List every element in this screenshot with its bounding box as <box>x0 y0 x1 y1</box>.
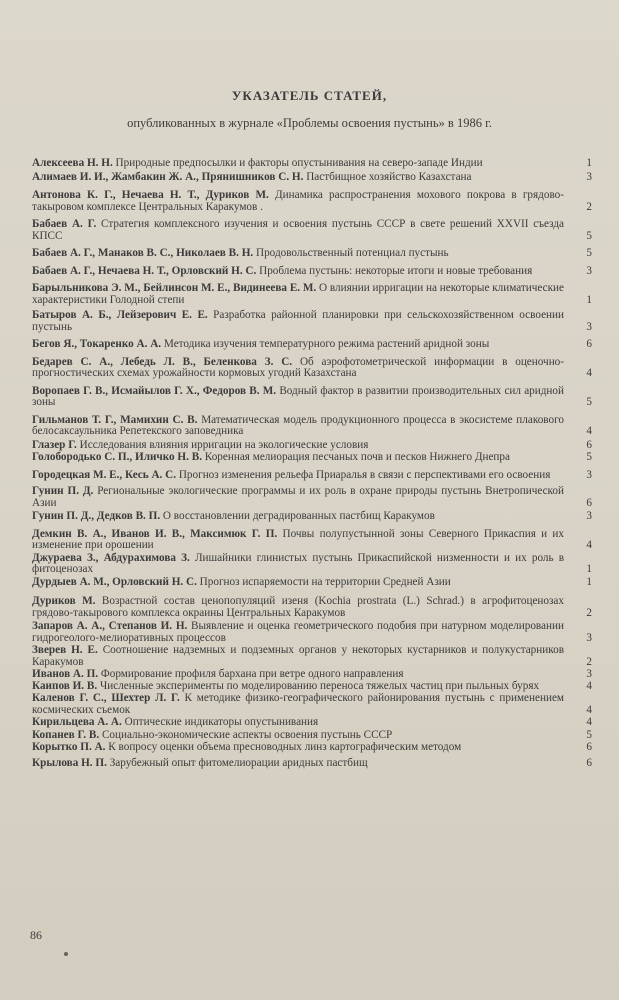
entry-article-title: Природные предпосылки и факторы опустынивания на северо-западе Индии <box>115 157 483 169</box>
index-entry <box>32 577 592 589</box>
entry-authors: Бегов Я., Токаренко А. А. <box>32 338 162 350</box>
entry-text <box>32 693 564 716</box>
entry-authors: Каленов Г. С., Шехтер Л. Г. <box>32 692 180 704</box>
entry-issue-number: 1 <box>586 575 592 588</box>
article-index-list <box>32 158 592 769</box>
ink-spot <box>64 952 68 956</box>
index-entry <box>32 452 592 464</box>
entry-issue-number: 6 <box>586 338 592 350</box>
index-entry <box>32 415 592 438</box>
index-entry <box>32 219 592 242</box>
index-entry <box>32 440 592 452</box>
index-entry <box>32 681 592 693</box>
entry-text <box>32 681 564 693</box>
entry-article-title: Возрастной состав ценопопуляций изеня (Kochia prostrata (L.) Schrad.) в агрофитоценозах грядово-такырового комплекса окраины Центральных Каракумов <box>32 595 564 619</box>
entry-authors: Кирильцева А. А. <box>32 716 122 728</box>
entry-authors: Крылова Н. П. <box>32 756 107 769</box>
entry-article-title: Коренная мелиорация песчаных почв и песков Нижнего Днепра <box>204 451 510 463</box>
entry-article-title: Оптические индикаторы опустынивания <box>124 716 319 728</box>
index-entry <box>32 470 592 482</box>
entry-article-title: Региональные экологические программы и их роль в охране природы пустынь Внетропической Азии <box>32 485 564 509</box>
entry-authors: Каипов И. В. <box>32 679 98 692</box>
entry-issue-number: 2 <box>586 606 592 619</box>
index-entry <box>32 645 592 668</box>
entry-authors: Зверев Н. Е. <box>32 644 98 656</box>
entry-text <box>32 172 564 184</box>
entry-authors: Бедарев С. А., Лебедь Л. В., Беленкова З. С. <box>32 355 293 368</box>
entry-article-title: Стратегия комплексного изучения и освоения пустынь СССР в свете решений XXVII съезда КПСС <box>32 218 564 242</box>
entry-issue-number: 4 <box>586 716 592 728</box>
entry-article-title: Социально-экономические аспекты освоения пустынь СССР <box>101 728 393 741</box>
index-entry <box>32 266 592 278</box>
index-entry <box>32 758 592 770</box>
entry-text <box>32 486 564 509</box>
entry-authors: Бабаев А. Г., Нечаева Н. Т., Орловский Н. С. <box>32 264 257 277</box>
entry-issue-number: 1 <box>586 563 592 575</box>
index-entry <box>32 553 592 576</box>
entry-authors: Барыльникова Э. М., Бейлинсон М. Е., Видинеева Е. М. <box>32 282 317 294</box>
entry-text <box>32 310 564 333</box>
entry-issue-number: 6 <box>586 741 592 753</box>
entry-article-title: Выявление и оценка геометрического подобия при натурном моделировании гидрогеолого-мелиоративных процессов <box>32 620 564 644</box>
entry-text <box>32 219 564 242</box>
entry-text <box>32 440 564 452</box>
entry-authors: Иванов А. П. <box>32 668 99 680</box>
entry-issue-number: 3 <box>586 631 592 644</box>
entry-authors: Джураева З., Абдурахимова З. <box>32 551 190 564</box>
entry-article-title: К вопросу оценки объема пресноводных линз картографическим методом <box>108 741 462 753</box>
entry-article-title: Математическая модель продукционного процесса в экосистеме плакового белосаксаульника Репетекского заповедника <box>32 413 564 437</box>
entry-authors: Копанев Г. В. <box>32 728 100 741</box>
index-entry <box>32 742 592 754</box>
entry-article-title: О восстановлении деградированных пастбищ Каракумов <box>162 510 435 522</box>
entry-issue-number: 4 <box>586 679 592 692</box>
entry-authors: Гунин П. Д., Дедков В. П. <box>32 510 161 522</box>
entry-article-title: Численные эксперименты по моделированию переноса тяжелых частиц при пыльных бурях <box>99 679 540 692</box>
index-entry <box>32 190 592 213</box>
entry-article-title: Лишайники глинистых пустынь Прикаспийской низменности и их роль в фитоценозах <box>32 551 564 575</box>
entry-text <box>32 577 564 589</box>
entry-issue-number: 3 <box>586 668 592 680</box>
index-entry <box>32 717 592 729</box>
entry-text <box>32 730 564 742</box>
entry-issue-number: 6 <box>586 496 592 509</box>
entry-text <box>32 742 564 754</box>
index-entry <box>32 511 592 523</box>
entry-authors: Гильманов Т. Г., Мамихин С. В. <box>32 413 198 426</box>
entry-article-title: Зарубежный опыт фитомелиорации аридных пастбищ <box>109 756 368 769</box>
page-number: 86 <box>30 928 42 942</box>
entry-article-title: Соотношение надземных и подземных органов у некоторых кустарников и полукустарников Каракумов <box>32 644 564 668</box>
entry-authors: Голобородько С. П., Иличко Н. В. <box>32 451 202 463</box>
entry-issue-number: 6 <box>586 438 592 451</box>
index-entry <box>32 283 592 306</box>
entry-text <box>32 452 564 464</box>
entry-authors: Корытко П. А. <box>32 741 106 753</box>
entry-issue-number: 3 <box>586 264 592 277</box>
index-entry <box>32 596 592 619</box>
entry-issue-number: 5 <box>586 247 592 259</box>
entry-issue-number: 3 <box>586 510 592 522</box>
index-entry <box>32 386 592 409</box>
index-entry <box>32 310 592 333</box>
index-entry <box>32 172 592 184</box>
entry-text <box>32 357 564 380</box>
entry-article-title: Водный фактор в развитии производительных сил аридной зоны <box>32 384 564 408</box>
entry-authors: Демкин В. А., Иванов И. В., Максимюк Г. П. <box>32 527 278 540</box>
entry-issue-number: 5 <box>586 229 592 242</box>
entry-text <box>32 283 564 306</box>
entry-authors: Батыров А. Б., Лейзерович Е. Е. <box>32 309 208 321</box>
entry-issue-number: 4 <box>586 703 592 716</box>
entry-article-title: Об аэрофотометрической информации в оценочно-прогностических схемах урожайности кормовых угодий Казахстана <box>32 355 564 379</box>
entry-text <box>32 553 564 576</box>
index-entry <box>32 486 592 509</box>
entry-text <box>32 266 564 278</box>
entry-authors: Дуриков М. <box>32 595 96 607</box>
entry-text <box>32 470 564 482</box>
entry-issue-number: 1 <box>586 293 592 306</box>
entry-authors: Глазер Г. <box>32 438 77 451</box>
entry-issue-number: 3 <box>586 468 592 481</box>
entry-authors: Гунин П. Д. <box>32 485 94 497</box>
entry-authors: Бабаев А. Г., Манаков В. С., Николаев В. Н. <box>32 247 254 259</box>
entry-issue-number: 5 <box>586 451 592 463</box>
entry-authors: Алексеева Н. Н. <box>32 157 113 169</box>
entry-authors: Бабаев А. Г. <box>32 218 97 230</box>
entry-issue-number: 2 <box>586 655 592 668</box>
entry-authors: Алимаев И. И., Жамбакин Ж. А., Прянишников С. Н. <box>32 170 304 183</box>
entry-issue-number: 4 <box>586 367 592 379</box>
entry-article-title: Прогноз испаряемости на территории Средней Азии <box>199 575 451 588</box>
entry-text <box>32 386 564 409</box>
page-subtitle: опубликованных в журнале «Проблемы освоения пустынь» в 1986 г. <box>127 116 492 130</box>
entry-article-title: О влиянии ирригации на некоторые климатические характеристики Голодной степи <box>32 282 564 306</box>
entry-text <box>32 511 564 523</box>
entry-article-title: Пастбищное хозяйство Казахстана <box>306 170 472 183</box>
entry-article-title: Методика изучения температурного режима растений аридной зоны <box>163 338 490 350</box>
entry-authors: Дурдыев А. М., Орловский Н. С. <box>32 575 197 588</box>
entry-article-title: Формирование профиля бархана при ветре одного направления <box>100 668 404 680</box>
index-entry <box>32 693 592 716</box>
entry-text <box>32 596 564 619</box>
index-entry <box>32 158 592 170</box>
index-entry <box>32 357 592 380</box>
entry-article-title: Разработка районной планировки при сельскохозяйственном освоении пустынь <box>32 309 564 333</box>
entry-text <box>32 529 564 552</box>
entry-article-title: Проблема пустынь: некоторые итоги и новые требования <box>259 264 533 277</box>
entry-issue-number: 5 <box>586 396 592 408</box>
entry-issue-number: 4 <box>586 425 592 437</box>
entry-text <box>32 158 564 170</box>
entry-article-title: Продовольственный потенциал пустынь <box>256 247 449 259</box>
entry-issue-number: 6 <box>586 756 592 769</box>
entry-issue-number: 2 <box>586 200 592 213</box>
index-entry <box>32 529 592 552</box>
entry-article-title: К методике физико-географического районирования пустынь с применением космических съемок <box>32 692 564 716</box>
entry-text <box>32 415 564 438</box>
entry-text <box>32 717 564 729</box>
entry-authors: Городецкая М. Е., Кесь А. С. <box>32 468 177 481</box>
entry-text <box>32 339 564 351</box>
entry-article-title: Исследования влияния ирригации на экологические условия <box>79 438 369 451</box>
entry-article-title: Почвы полупустынной зоны Северного Прикаспия и их изменение при орошении <box>32 527 565 551</box>
index-entry <box>32 621 592 644</box>
entry-article-title: Динамика распространения мохового покрова в грядово-такыровом комплексе Центральных Каракумов . <box>32 189 564 213</box>
entry-authors: Запаров А. А., Степанов И. Н. <box>32 620 188 632</box>
entry-text <box>32 621 564 644</box>
entry-issue-number: 3 <box>586 320 592 333</box>
index-entry <box>32 248 592 260</box>
page-title: УКАЗАТЕЛЬ СТАТЕЙ, <box>231 88 388 103</box>
entry-issue-number: 3 <box>586 170 592 183</box>
entry-issue-number: 1 <box>586 157 592 169</box>
entry-text <box>32 758 564 770</box>
entry-text <box>32 645 564 668</box>
index-entry <box>32 339 592 351</box>
entry-issue-number: 4 <box>586 539 592 551</box>
entry-text <box>32 190 564 213</box>
entry-text <box>32 248 564 260</box>
index-entry <box>32 730 592 742</box>
entry-authors: Антонова К. Г., Нечаева Н. Т., Дуриков М. <box>32 189 269 201</box>
entry-article-title: Прогноз изменения рельефа Приаралья в связи с перспективами его освоения <box>178 468 551 481</box>
entry-issue-number: 5 <box>586 728 592 741</box>
entry-authors: Воропаев Г. В., Исмайылов Г. Х., Федоров В. М. <box>32 384 277 397</box>
